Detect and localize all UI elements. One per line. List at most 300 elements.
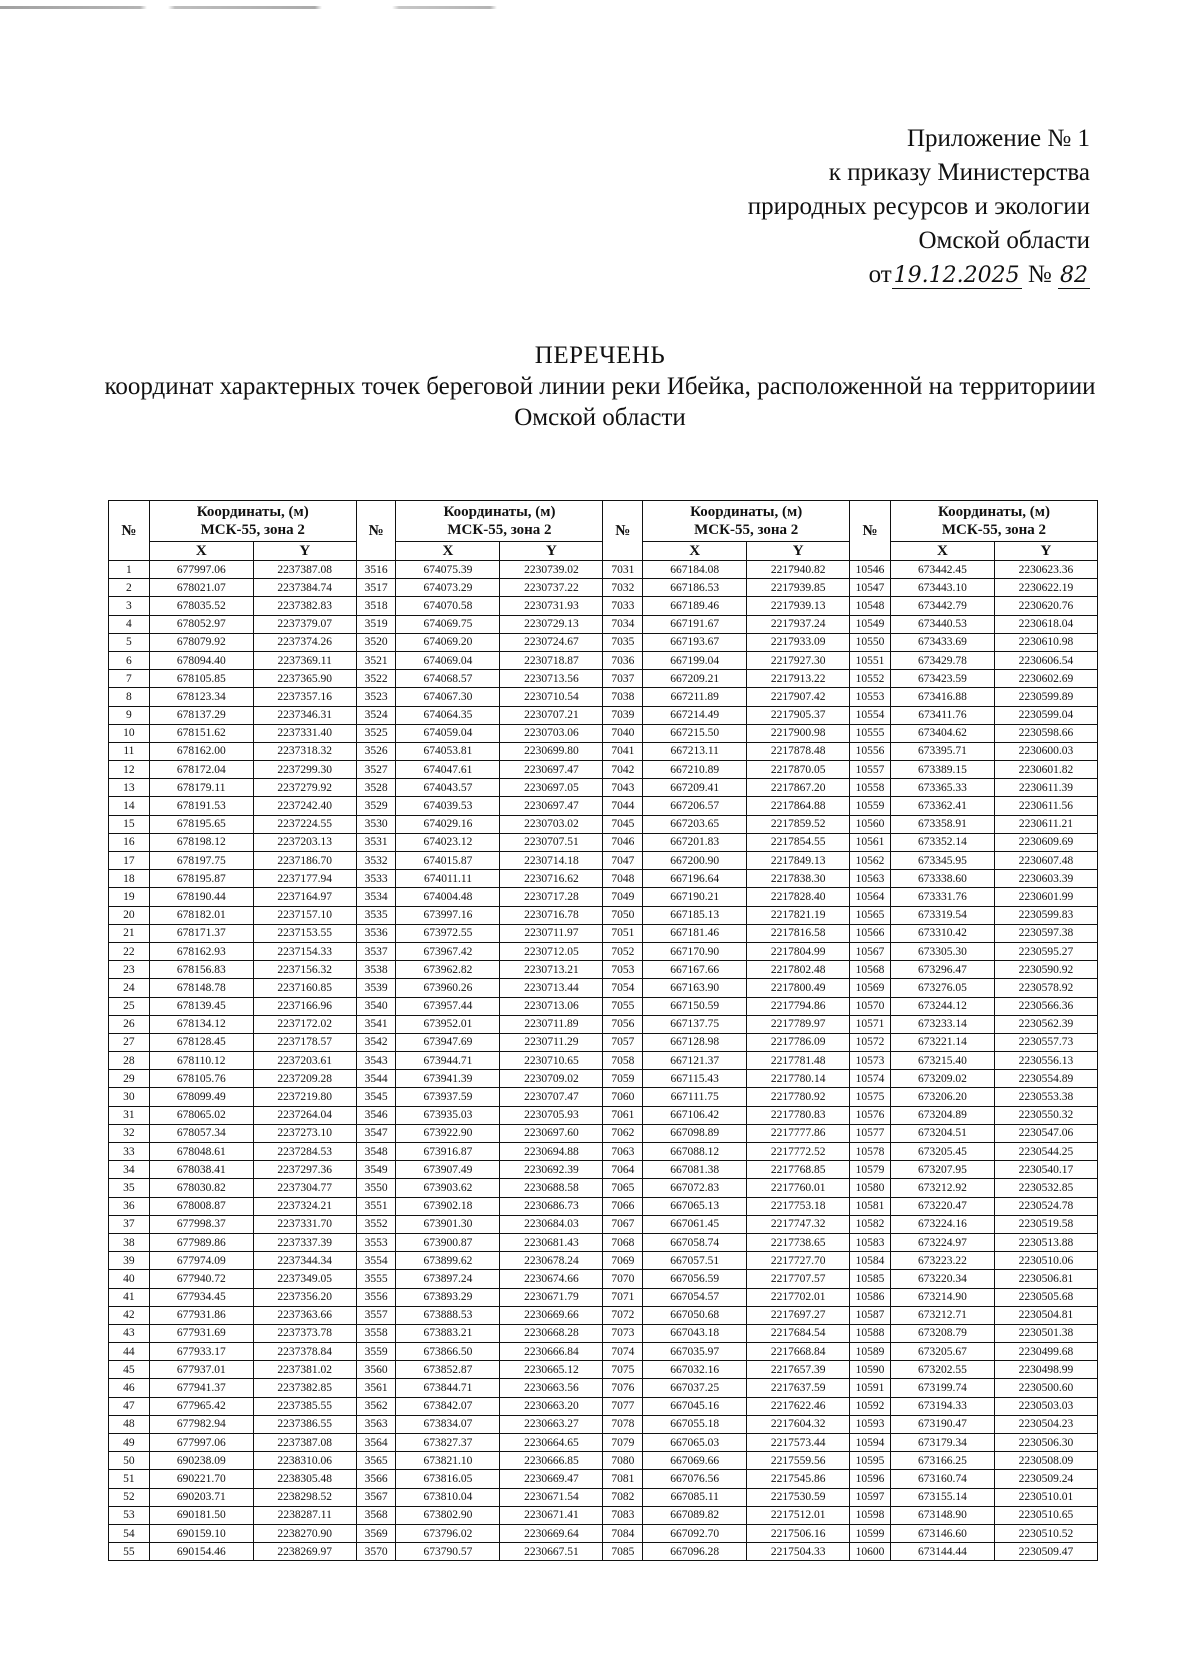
title-region: Омской области — [514, 404, 686, 431]
point-number-cell: 10571 — [850, 1015, 891, 1033]
y-coordinate-cell: 2230566.36 — [994, 997, 1097, 1015]
table-row — [109, 1252, 1098, 1270]
x-coordinate-cell: 667065.03 — [643, 1434, 747, 1452]
x-coordinate-cell: 673205.67 — [890, 1343, 994, 1361]
table-row — [109, 815, 1098, 833]
point-number-cell: 32 — [109, 1124, 150, 1142]
x-coordinate-cell: 674023.12 — [396, 833, 500, 851]
x-coordinate-cell: 673866.50 — [396, 1343, 500, 1361]
x-coordinate-cell: 673802.90 — [396, 1506, 500, 1524]
x-coordinate-cell: 667058.74 — [643, 1233, 747, 1251]
y-coordinate-cell: 2230501.38 — [994, 1324, 1097, 1342]
point-number-cell: 24 — [109, 979, 150, 997]
x-coordinate-cell: 673362.41 — [890, 797, 994, 815]
y-coordinate-cell: 2230606.54 — [994, 651, 1097, 669]
x-coordinate-cell: 667150.59 — [643, 997, 747, 1015]
y-coordinate-cell: 2237219.80 — [253, 1088, 356, 1106]
x-coordinate-cell: 667081.38 — [643, 1161, 747, 1179]
point-number-cell: 10558 — [850, 779, 891, 797]
x-coordinate-cell: 678123.34 — [149, 688, 253, 706]
y-coordinate-cell: 2237386.55 — [253, 1415, 356, 1433]
x-coordinate-cell: 678099.49 — [149, 1088, 253, 1106]
point-number-cell: 42 — [109, 1306, 150, 1324]
point-number-cell: 52 — [109, 1488, 150, 1506]
point-number-cell: 10576 — [850, 1106, 891, 1124]
point-number-cell: 7068 — [603, 1233, 643, 1251]
x-coordinate-cell: 667035.97 — [643, 1343, 747, 1361]
point-number-cell: 7051 — [603, 924, 643, 942]
y-coordinate-cell: 2230509.24 — [994, 1470, 1097, 1488]
x-coordinate-cell: 667191.67 — [643, 615, 747, 633]
x-coordinate-cell: 673972.55 — [396, 924, 500, 942]
x-coordinate-cell: 677933.17 — [149, 1343, 253, 1361]
point-number-cell: 7079 — [603, 1434, 643, 1452]
x-coordinate-cell: 678057.34 — [149, 1124, 253, 1142]
x-coordinate-cell: 667193.67 — [643, 633, 747, 651]
y-coordinate-cell: 2237203.61 — [253, 1052, 356, 1070]
point-number-cell: 7083 — [603, 1506, 643, 1524]
point-number-cell: 7059 — [603, 1070, 643, 1088]
y-coordinate-cell: 2230713.56 — [500, 670, 603, 688]
point-number-cell: 3562 — [356, 1397, 396, 1415]
order-prefix: от — [868, 261, 892, 288]
x-coordinate-cell: 667215.50 — [643, 724, 747, 742]
point-number-cell: 10562 — [850, 852, 891, 870]
point-number-cell: 10596 — [850, 1470, 891, 1488]
y-coordinate-cell: 2230697.47 — [500, 797, 603, 815]
y-coordinate-cell: 2217802.48 — [747, 961, 850, 979]
point-number-cell: 3569 — [356, 1524, 396, 1542]
y-coordinate-cell: 2217668.84 — [747, 1343, 850, 1361]
y-coordinate-cell: 2230600.03 — [994, 742, 1097, 760]
y-coordinate-cell: 2230607.48 — [994, 852, 1097, 870]
col-no-header: № — [850, 501, 891, 561]
point-number-cell: 55 — [109, 1543, 150, 1561]
x-coordinate-cell: 667189.46 — [643, 597, 747, 615]
point-number-cell: 3539 — [356, 979, 396, 997]
x-coordinate-cell: 677989.86 — [149, 1233, 253, 1251]
x-coordinate-cell: 673827.37 — [396, 1434, 500, 1452]
y-coordinate-cell: 2237385.55 — [253, 1397, 356, 1415]
point-number-cell: 10546 — [850, 561, 891, 579]
x-coordinate-cell: 673224.97 — [890, 1233, 994, 1251]
x-coordinate-cell: 667200.90 — [643, 852, 747, 870]
table-row — [109, 1524, 1098, 1542]
point-number-cell: 3548 — [356, 1143, 396, 1161]
point-number-cell: 10552 — [850, 670, 891, 688]
x-coordinate-cell: 667043.18 — [643, 1324, 747, 1342]
y-coordinate-cell: 2237373.78 — [253, 1324, 356, 1342]
point-number-cell: 7080 — [603, 1452, 643, 1470]
x-coordinate-cell: 690238.09 — [149, 1452, 253, 1470]
table-row — [109, 1233, 1098, 1251]
point-number-cell: 7031 — [603, 561, 643, 579]
point-number-cell: 3517 — [356, 579, 396, 597]
point-number-cell: 48 — [109, 1415, 150, 1433]
x-coordinate-cell: 678038.41 — [149, 1161, 253, 1179]
x-coordinate-cell: 673442.79 — [890, 597, 994, 615]
point-number-cell: 10567 — [850, 942, 891, 960]
y-coordinate-cell: 2230547.06 — [994, 1124, 1097, 1142]
point-number-cell: 7037 — [603, 670, 643, 688]
y-coordinate-cell: 2230716.78 — [500, 906, 603, 924]
y-coordinate-cell: 2230688.58 — [500, 1179, 603, 1197]
x-coordinate-cell: 673941.39 — [396, 1070, 500, 1088]
point-number-cell: 10590 — [850, 1361, 891, 1379]
point-number-cell: 10568 — [850, 961, 891, 979]
table-row — [109, 779, 1098, 797]
y-coordinate-cell: 2238270.90 — [253, 1524, 356, 1542]
point-number-cell: 11 — [109, 742, 150, 760]
y-coordinate-cell: 2230601.99 — [994, 888, 1097, 906]
y-coordinate-cell: 2230703.02 — [500, 815, 603, 833]
y-coordinate-cell: 2230697.60 — [500, 1124, 603, 1142]
point-number-cell: 13 — [109, 779, 150, 797]
y-coordinate-cell: 2217786.09 — [747, 1033, 850, 1051]
y-coordinate-cell: 2230554.89 — [994, 1070, 1097, 1088]
y-coordinate-cell: 2230739.02 — [500, 561, 603, 579]
point-number-cell: 7045 — [603, 815, 643, 833]
x-coordinate-cell: 673416.88 — [890, 688, 994, 706]
y-coordinate-cell: 2217828.40 — [747, 888, 850, 906]
y-coordinate-cell: 2230513.88 — [994, 1233, 1097, 1251]
x-coordinate-cell: 673194.33 — [890, 1397, 994, 1415]
x-coordinate-cell: 673179.34 — [890, 1434, 994, 1452]
y-coordinate-cell: 2217504.33 — [747, 1543, 850, 1561]
point-number-cell: 10548 — [850, 597, 891, 615]
y-coordinate-cell: 2230510.52 — [994, 1524, 1097, 1542]
x-coordinate-cell: 678198.12 — [149, 833, 253, 851]
y-coordinate-cell: 2217780.83 — [747, 1106, 850, 1124]
x-coordinate-cell: 673944.71 — [396, 1052, 500, 1070]
y-coordinate-cell: 2230699.80 — [500, 742, 603, 760]
point-number-cell: 3544 — [356, 1070, 396, 1088]
col-y-header: Y — [994, 542, 1097, 561]
x-coordinate-cell: 673411.76 — [890, 706, 994, 724]
point-number-cell: 45 — [109, 1361, 150, 1379]
y-coordinate-cell: 2237186.70 — [253, 852, 356, 870]
x-coordinate-cell: 673907.49 — [396, 1161, 500, 1179]
y-coordinate-cell: 2230509.47 — [994, 1543, 1097, 1561]
x-coordinate-cell: 678035.52 — [149, 597, 253, 615]
y-coordinate-cell: 2230711.89 — [500, 1015, 603, 1033]
table-row — [109, 561, 1098, 579]
y-coordinate-cell: 2230663.56 — [500, 1379, 603, 1397]
x-coordinate-cell: 674039.53 — [396, 797, 500, 815]
x-coordinate-cell: 667055.18 — [643, 1415, 747, 1433]
x-coordinate-cell: 667037.25 — [643, 1379, 747, 1397]
x-coordinate-cell: 673816.05 — [396, 1470, 500, 1488]
x-coordinate-cell: 673305.30 — [890, 942, 994, 960]
point-number-cell: 17 — [109, 852, 150, 870]
point-number-cell: 3528 — [356, 779, 396, 797]
point-number-cell: 3557 — [356, 1306, 396, 1324]
point-number-cell: 3542 — [356, 1033, 396, 1051]
point-number-cell: 7071 — [603, 1288, 643, 1306]
point-number-cell: 43 — [109, 1324, 150, 1342]
point-number-cell: 3522 — [356, 670, 396, 688]
y-coordinate-cell: 2230724.67 — [500, 633, 603, 651]
point-number-cell: 10581 — [850, 1197, 891, 1215]
x-coordinate-cell: 673888.53 — [396, 1306, 500, 1324]
point-number-cell: 7042 — [603, 761, 643, 779]
x-coordinate-cell: 678128.45 — [149, 1033, 253, 1051]
y-coordinate-cell: 2217804.99 — [747, 942, 850, 960]
y-coordinate-cell: 2237156.32 — [253, 961, 356, 979]
table-row — [109, 651, 1098, 669]
table-row — [109, 761, 1098, 779]
x-coordinate-cell: 667214.49 — [643, 706, 747, 724]
point-number-cell: 10585 — [850, 1270, 891, 1288]
point-number-cell: 10577 — [850, 1124, 891, 1142]
point-number-cell: 7056 — [603, 1015, 643, 1033]
point-number-cell: 10584 — [850, 1252, 891, 1270]
x-coordinate-cell: 673338.60 — [890, 870, 994, 888]
y-coordinate-cell: 2230601.82 — [994, 761, 1097, 779]
point-number-cell: 7063 — [603, 1143, 643, 1161]
point-number-cell: 7047 — [603, 852, 643, 870]
x-coordinate-cell: 673796.02 — [396, 1524, 500, 1542]
order-no-label: № — [1027, 261, 1052, 288]
y-coordinate-cell: 2230562.39 — [994, 1015, 1097, 1033]
table-row — [109, 615, 1098, 633]
x-coordinate-cell: 673155.14 — [890, 1488, 994, 1506]
y-coordinate-cell: 2230692.39 — [500, 1161, 603, 1179]
point-number-cell: 49 — [109, 1434, 150, 1452]
point-number-cell: 3568 — [356, 1506, 396, 1524]
x-coordinate-cell: 673897.24 — [396, 1270, 500, 1288]
y-coordinate-cell: 2217604.32 — [747, 1415, 850, 1433]
x-coordinate-cell: 673207.95 — [890, 1161, 994, 1179]
point-number-cell: 2 — [109, 579, 150, 597]
y-coordinate-cell: 2230737.22 — [500, 579, 603, 597]
x-coordinate-cell: 667032.16 — [643, 1361, 747, 1379]
appendix-header — [748, 122, 1090, 293]
y-coordinate-cell: 2217780.92 — [747, 1088, 850, 1106]
x-coordinate-cell: 677931.86 — [149, 1306, 253, 1324]
x-coordinate-cell: 678156.83 — [149, 961, 253, 979]
y-coordinate-cell: 2230717.28 — [500, 888, 603, 906]
x-coordinate-cell: 673233.14 — [890, 1015, 994, 1033]
y-coordinate-cell: 2230553.38 — [994, 1088, 1097, 1106]
point-number-cell: 10573 — [850, 1052, 891, 1070]
table-row — [109, 1324, 1098, 1342]
y-coordinate-cell: 2230714.18 — [500, 852, 603, 870]
y-coordinate-cell: 2230731.93 — [500, 597, 603, 615]
y-coordinate-cell: 2238287.11 — [253, 1506, 356, 1524]
x-coordinate-cell: 674004.48 — [396, 888, 500, 906]
title-subtitle: координат характерных точек береговой линии реки Ибейка, расположенной на территориии — [104, 373, 1096, 400]
scan-artifact — [0, 6, 700, 9]
y-coordinate-cell: 2237209.28 — [253, 1070, 356, 1088]
y-coordinate-cell: 2230504.23 — [994, 1415, 1097, 1433]
x-coordinate-cell: 673903.62 — [396, 1179, 500, 1197]
y-coordinate-cell: 2230713.44 — [500, 979, 603, 997]
col-no-header: № — [356, 501, 396, 561]
x-coordinate-cell: 673208.79 — [890, 1324, 994, 1342]
y-coordinate-cell: 2230671.41 — [500, 1506, 603, 1524]
point-number-cell: 7032 — [603, 579, 643, 597]
point-number-cell: 7046 — [603, 833, 643, 851]
x-coordinate-cell: 673206.20 — [890, 1088, 994, 1106]
point-number-cell: 10600 — [850, 1543, 891, 1561]
point-number-cell: 3534 — [356, 888, 396, 906]
point-number-cell: 10591 — [850, 1379, 891, 1397]
y-coordinate-cell: 2238269.97 — [253, 1543, 356, 1561]
coord-group-header: Координаты, (м) МСК-55, зона 2 — [643, 501, 850, 542]
x-coordinate-cell: 673947.69 — [396, 1033, 500, 1051]
point-number-cell: 3521 — [356, 651, 396, 669]
point-number-cell: 3527 — [356, 761, 396, 779]
x-coordinate-cell: 677982.94 — [149, 1415, 253, 1433]
y-coordinate-cell: 2230707.47 — [500, 1088, 603, 1106]
x-coordinate-cell: 677974.09 — [149, 1252, 253, 1270]
x-coordinate-cell: 673296.47 — [890, 961, 994, 979]
point-number-cell: 8 — [109, 688, 150, 706]
y-coordinate-cell: 2217506.16 — [747, 1524, 850, 1542]
table-row — [109, 597, 1098, 615]
table-row — [109, 1179, 1098, 1197]
x-coordinate-cell: 673852.87 — [396, 1361, 500, 1379]
point-number-cell: 39 — [109, 1252, 150, 1270]
table-row — [109, 670, 1098, 688]
point-number-cell: 3558 — [356, 1324, 396, 1342]
x-coordinate-cell: 677997.06 — [149, 1434, 253, 1452]
y-coordinate-cell: 2230503.03 — [994, 1397, 1097, 1415]
x-coordinate-cell: 677941.37 — [149, 1379, 253, 1397]
x-coordinate-cell: 673224.16 — [890, 1215, 994, 1233]
x-coordinate-cell: 667111.75 — [643, 1088, 747, 1106]
x-coordinate-cell: 667199.04 — [643, 651, 747, 669]
y-coordinate-cell: 2230674.66 — [500, 1270, 603, 1288]
y-coordinate-cell: 2230540.17 — [994, 1161, 1097, 1179]
table-row — [109, 633, 1098, 651]
y-coordinate-cell: 2217870.05 — [747, 761, 850, 779]
x-coordinate-cell: 678105.76 — [149, 1070, 253, 1088]
x-coordinate-cell: 673790.57 — [396, 1543, 500, 1561]
point-number-cell: 28 — [109, 1052, 150, 1070]
x-coordinate-cell: 673922.90 — [396, 1124, 500, 1142]
x-coordinate-cell: 678134.12 — [149, 1015, 253, 1033]
x-coordinate-cell: 667167.66 — [643, 961, 747, 979]
title-main: ПЕРЕЧЕНЬ — [534, 342, 666, 369]
point-number-cell: 10553 — [850, 688, 891, 706]
y-coordinate-cell: 2230620.76 — [994, 597, 1097, 615]
point-number-cell: 10586 — [850, 1288, 891, 1306]
y-coordinate-cell: 2237318.32 — [253, 742, 356, 760]
table-header-row — [109, 501, 1098, 542]
y-coordinate-cell: 2217927.30 — [747, 651, 850, 669]
x-coordinate-cell: 678105.85 — [149, 670, 253, 688]
x-coordinate-cell: 678139.45 — [149, 997, 253, 1015]
y-coordinate-cell: 2217760.01 — [747, 1179, 850, 1197]
x-coordinate-cell: 678195.87 — [149, 870, 253, 888]
point-number-cell: 10564 — [850, 888, 891, 906]
y-coordinate-cell: 2230610.98 — [994, 633, 1097, 651]
table-row — [109, 706, 1098, 724]
point-number-cell: 3564 — [356, 1434, 396, 1452]
point-number-cell: 3555 — [356, 1270, 396, 1288]
y-coordinate-cell: 2237378.84 — [253, 1343, 356, 1361]
point-number-cell: 7038 — [603, 688, 643, 706]
x-coordinate-cell: 677998.37 — [149, 1215, 253, 1233]
x-coordinate-cell: 673952.01 — [396, 1015, 500, 1033]
y-coordinate-cell: 2230709.02 — [500, 1070, 603, 1088]
table-body — [109, 561, 1098, 1561]
point-number-cell: 10592 — [850, 1397, 891, 1415]
x-coordinate-cell: 673901.30 — [396, 1215, 500, 1233]
y-coordinate-cell: 2230697.47 — [500, 761, 603, 779]
coord-group-header: Координаты, (м) МСК-55, зона 2 — [890, 501, 1097, 542]
y-coordinate-cell: 2230598.66 — [994, 724, 1097, 742]
point-number-cell: 10566 — [850, 924, 891, 942]
point-number-cell: 7048 — [603, 870, 643, 888]
x-coordinate-cell: 673442.45 — [890, 561, 994, 579]
y-coordinate-cell: 2230597.38 — [994, 924, 1097, 942]
x-coordinate-cell: 674047.61 — [396, 761, 500, 779]
x-coordinate-cell: 673389.15 — [890, 761, 994, 779]
y-coordinate-cell: 2217512.01 — [747, 1506, 850, 1524]
point-number-cell: 10570 — [850, 997, 891, 1015]
x-coordinate-cell: 673957.44 — [396, 997, 500, 1015]
point-number-cell: 7033 — [603, 597, 643, 615]
x-coordinate-cell: 673190.47 — [890, 1415, 994, 1433]
point-number-cell: 7058 — [603, 1052, 643, 1070]
y-coordinate-cell: 2230713.06 — [500, 997, 603, 1015]
x-coordinate-cell: 667181.46 — [643, 924, 747, 942]
x-coordinate-cell: 667170.90 — [643, 942, 747, 960]
y-coordinate-cell: 2217772.52 — [747, 1143, 850, 1161]
table-row — [109, 906, 1098, 924]
x-coordinate-cell: 678162.00 — [149, 742, 253, 760]
point-number-cell: 18 — [109, 870, 150, 888]
y-coordinate-cell: 2230611.39 — [994, 779, 1097, 797]
point-number-cell: 6 — [109, 651, 150, 669]
x-coordinate-cell: 678021.07 — [149, 579, 253, 597]
y-coordinate-cell: 2230524.78 — [994, 1197, 1097, 1215]
y-coordinate-cell: 2217864.88 — [747, 797, 850, 815]
point-number-cell: 3520 — [356, 633, 396, 651]
y-coordinate-cell: 2237356.20 — [253, 1288, 356, 1306]
y-coordinate-cell: 2217781.48 — [747, 1052, 850, 1070]
x-coordinate-cell: 667088.12 — [643, 1143, 747, 1161]
point-number-cell: 31 — [109, 1106, 150, 1124]
x-coordinate-cell: 677997.06 — [149, 561, 253, 579]
x-coordinate-cell: 673821.10 — [396, 1452, 500, 1470]
y-coordinate-cell: 2230556.13 — [994, 1052, 1097, 1070]
y-coordinate-cell: 2217940.82 — [747, 561, 850, 579]
table-row — [109, 1343, 1098, 1361]
y-coordinate-cell: 2237164.97 — [253, 888, 356, 906]
x-coordinate-cell: 667213.11 — [643, 742, 747, 760]
point-number-cell: 10557 — [850, 761, 891, 779]
table-row — [109, 742, 1098, 760]
point-number-cell: 14 — [109, 797, 150, 815]
point-number-cell: 10587 — [850, 1306, 891, 1324]
y-coordinate-cell: 2238310.06 — [253, 1452, 356, 1470]
y-coordinate-cell: 2230705.93 — [500, 1106, 603, 1124]
point-number-cell: 7070 — [603, 1270, 643, 1288]
y-coordinate-cell: 2217816.58 — [747, 924, 850, 942]
point-number-cell: 7069 — [603, 1252, 643, 1270]
point-number-cell: 21 — [109, 924, 150, 942]
table-row — [109, 1488, 1098, 1506]
x-coordinate-cell: 673204.51 — [890, 1124, 994, 1142]
point-number-cell: 3553 — [356, 1233, 396, 1251]
point-number-cell: 1 — [109, 561, 150, 579]
point-number-cell: 46 — [109, 1379, 150, 1397]
x-coordinate-cell: 678030.82 — [149, 1179, 253, 1197]
